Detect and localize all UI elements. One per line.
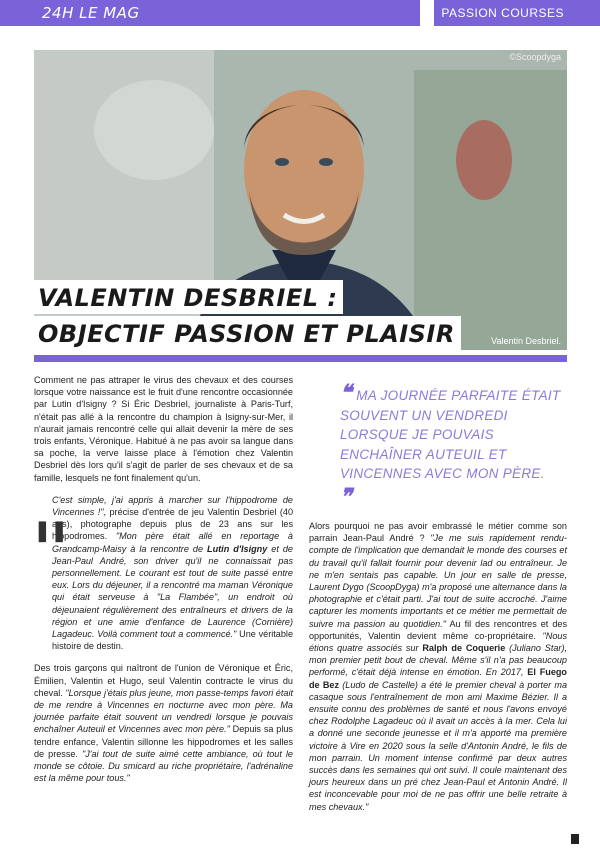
photo-caption: Valentin Desbriel. xyxy=(491,336,561,346)
pull-quote-text: MA JOURNÉE PARFAITE ÉTAIT SOUVENT UN VENDREDI LORSQUE JE POUVAIS ENCHAÎNER AUTEUIL ET VINCENNES AVEC MON PÈRE. xyxy=(340,388,561,481)
body-text: , précise d'entrée de jeu Valentin Desbriel (40 ans), photographe depuis plus de 23 ans sur les hippodromes. xyxy=(52,507,293,542)
left-column xyxy=(34,374,293,795)
quote-text: "Je me suis rapidement rendu-compte de l'implication que demandait le monde des courses et du travail qu'il fallait fournir pour devenir lad ou entraîneur. Je ne m'en sentais pas capable. Un jour en salle de presse, Laurent Dygo (ScoopDyga) m'a proposé une alternance dans la photographie et c'était parti. J'ai tout de suite accroché. J'aime capturer les moments importants et ce métier me permettait de suivre ma passion au quotidien." xyxy=(309,533,567,629)
horse-name: Ralph de Coquerie xyxy=(422,643,506,654)
title-line-1: VALENTIN DESBRIEL : xyxy=(34,280,343,314)
close-quote-icon: ❞ xyxy=(340,483,353,510)
body-text: Alors pourquoi ne pas avoir embrassé le métier comme son parrain Jean-Paul André ? xyxy=(309,521,567,544)
photo-credit: ©Scoopdyga xyxy=(509,52,561,62)
quote-text: (Juliano Star), mon premier petit bout de cheval. Même s'il n'a pas beaucoup performé, c'était déjà intense en émotion. En 2017, xyxy=(309,643,567,678)
body-text: Une véritable histoire de destin. xyxy=(52,629,294,652)
intro-paragraph: Comment ne pas attraper le virus des chevaux et des courses lorsque votre naissance est le fruit d'une rencontre occasionnée par Lutin d'Isigny ? Si Éric Desbriel, journaliste à Paris-Turf, n'était pas allé à la rencontre du champion à Isigny-sur-Mer, il n'aurait jamais rencontré celle qui allait devenir la mère de ses trois enfants, Véronique. Habitué à ne pas avoir sa langue dans sa poche, la verve laisse place à l'émotion chez Valentin Desbriel dès lors qu'il s'agit de parler de ses chevaux et de sa famille, lesquels ne font finalement qu'un. xyxy=(34,375,293,483)
quote-text: (Ludo de Castelle) a été le premier cheval à porter ma casaque sous l'entraînement de mon ami Maxime Bézier. Il a ensuite connu des problèmes de santé et nous l'avons envoyé chez Rodolphe Lagadeuc où il avait un accès à la mer. Cela lui a donné une seconde jeunesse et il m'a apporté ma première victoire à Vire en 2020 sous la selle d'Antonin André, le fils de mon parrain. Un moment intense confirmé par deux autres succès dans les semaines qui ont suivi. Il coule maintenant des jours heureux dans un pré chez Jean-Paul et Antonin André. Il est inconcevable pour moi de ne pas offrir une belle retraite à mes chevaux." xyxy=(309,679,568,812)
quote-text: et de Jean-Paul André, son driver qu'il ne connaissait pas personnellement. Le courant est tout de suite passé entre eux. Lors du déjeuner, il a rencontré ma maman Véronique qui était serveuse à "La Flambée", un endroit où déjeunaient régulièrement des entraîneurs et drivers de la région et une amie d'enfance de Laurence (Cornière) Lagadeuc. Voilà comment tout a commencé." xyxy=(52,543,293,640)
article-title xyxy=(34,280,461,350)
horse-name: El Fuego de Bez xyxy=(309,667,567,690)
paragraph-2 xyxy=(34,662,293,784)
quote-text: "Nous étions quatre associés sur xyxy=(309,630,567,654)
magazine-name: 24H LE MAG xyxy=(0,0,420,26)
quote-text: "Mon père était allé en reportage à Grandcamp-Maisy à la rencontre de xyxy=(52,531,293,554)
body-text: Des trois garçons qui naîtront de l'union de Véronique et Éric, Émilien, Valentin et Hugo, seul Valentin contracte le virus du cheval. xyxy=(34,663,293,698)
body-text: Au fil des rencontres et des opportunités, Valentin devient même co-propriétaire. xyxy=(309,618,567,641)
open-quote-icon: ❝ xyxy=(340,380,353,406)
quote-mark-icon: ❚❚ xyxy=(34,518,68,542)
body-text: Depuis sa plus tendre enfance, Valentin sillonne les hippodromes et les salles de presse. xyxy=(34,724,293,759)
quote-text: "Lorsque j'étais plus jeune, mon passe-temps favori était de me rendre à Vincennes en nocturne avec mon père. Ma journée parfaite était souvent un vendredi lorsque je pouvais enchaîner Auteuil et Vincennes avec mon père." xyxy=(34,687,293,735)
title-line-2: OBJECTIF PASSION ET PLAISIR xyxy=(34,316,461,350)
header-bar xyxy=(0,0,600,26)
right-column xyxy=(309,520,567,823)
quote-text: C'est simple, j'ai appris à marcher sur l'hippodrome de Vincennes !" xyxy=(52,494,293,518)
pull-quote xyxy=(340,380,562,510)
horse-name: Lutin d'Isigny xyxy=(207,543,268,554)
paragraph-1 xyxy=(34,494,293,653)
page-end-icon xyxy=(571,834,579,844)
title-divider xyxy=(34,355,567,362)
quote-text: "J'ai tout de suite aimé cette ambiance, où tout le monde se côtoie. Du smicard au riche propriétaire, l'adrénaline est la même pour tous." xyxy=(34,748,293,784)
section-name: PASSION COURSES xyxy=(434,0,600,26)
paragraph-3 xyxy=(309,520,567,813)
